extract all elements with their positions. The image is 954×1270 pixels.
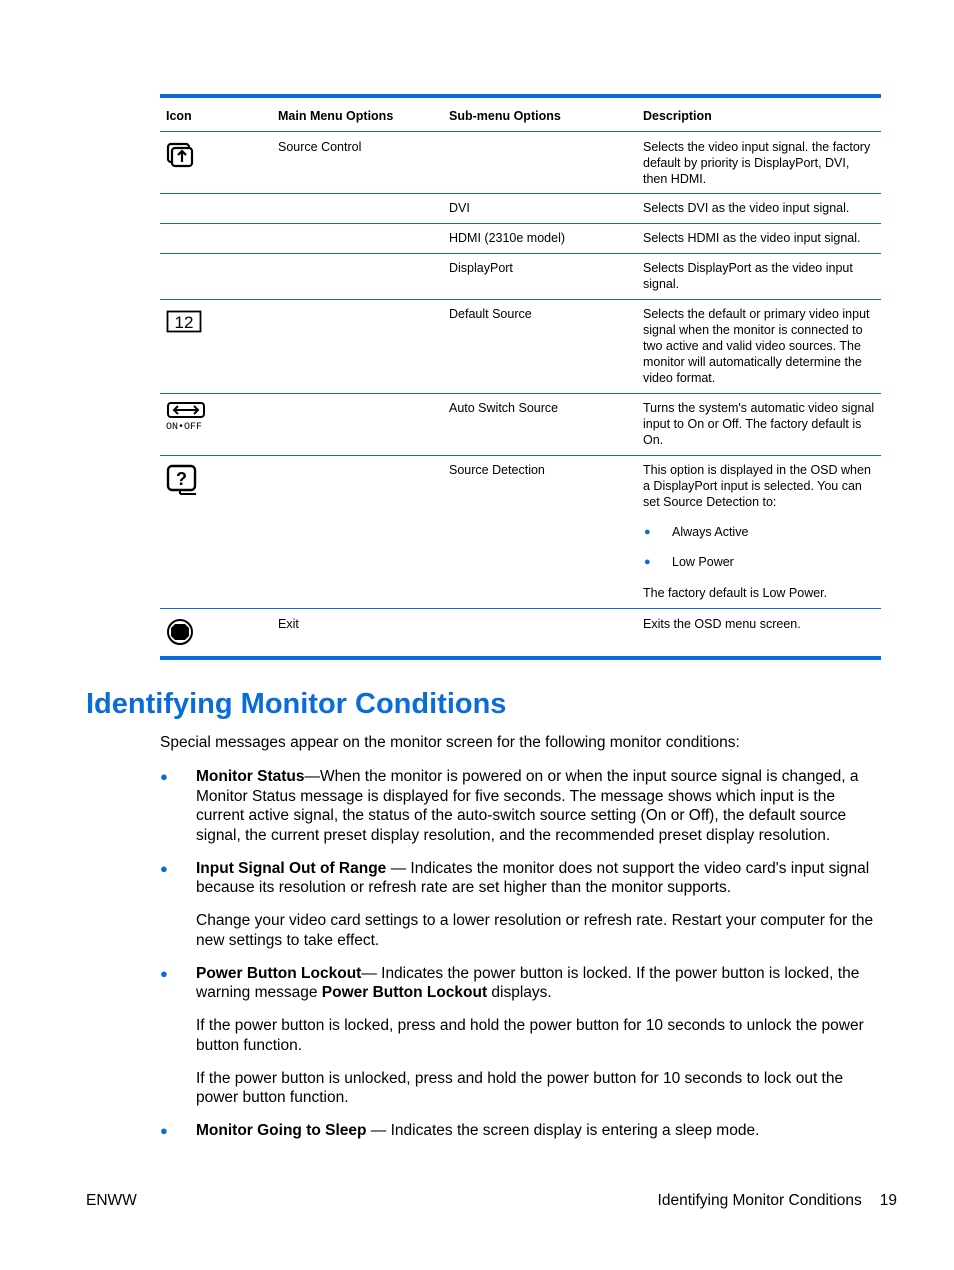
bullet-icon: ● (160, 769, 168, 784)
table-row (160, 456, 881, 609)
term-description: — Indicates the monitor does not support the video card's input signal because its resolution or refresh rate are set higher than the monitor supports. (196, 859, 870, 896)
footer-doc-id: ENWW (86, 1192, 137, 1209)
section-heading: Identifying Monitor Conditions (86, 688, 507, 720)
term: Power Button Lockout (196, 964, 362, 982)
header-icon: Icon (166, 109, 192, 123)
sub-option-hdmi: HDMI (2310e model) (449, 231, 566, 245)
term-description: — Indicates the power button is locked. If the power button is locked, the warning message (196, 964, 860, 1001)
list-item-going-to-sleep (160, 1121, 884, 1141)
term-description: — Indicates the screen display is entering a sleep mode. (366, 1122, 760, 1139)
svg-text:12: 12 (174, 313, 194, 332)
term-inline: Power Button Lockout (321, 984, 488, 1001)
description-text: This option is displayed in the OSD when a DisplayPort input is selected. You can set Source Detection to: (643, 463, 871, 509)
table-row (160, 609, 881, 656)
term: Monitor Status (196, 768, 305, 785)
bullet-icon: ● (160, 965, 168, 981)
header-main-menu: Main Menu Options (278, 109, 394, 123)
bullet-icon: ● (160, 1123, 168, 1138)
note-paragraph: If the power button is locked, press and hold the power button for 10 seconds to unlock the power button function. (196, 1017, 864, 1054)
exit-icon (166, 618, 194, 651)
bullet-text: Always Active (672, 525, 749, 539)
svg-text:ON•OFF: ON•OFF (166, 422, 203, 431)
sub-option-dvi: DVI (449, 201, 470, 215)
source-control-icon (166, 142, 194, 173)
description (643, 462, 875, 601)
table-row (160, 254, 881, 300)
term-description-end: displays. (487, 984, 552, 1001)
term: Monitor Going to Sleep (196, 1122, 367, 1139)
term: Input Signal Out of Range (196, 859, 387, 877)
sub-option-auto-switch: Auto Switch Source (449, 401, 559, 415)
default-source-icon (166, 310, 202, 339)
description: Selects DisplayPort as the video input signal. (643, 261, 853, 291)
table-row (160, 194, 881, 224)
header-sub-menu: Sub-menu Options (449, 109, 561, 123)
description: Selects the video input signal. the factory default by priority is DisplayPort, DVI, then HDMI. (643, 140, 871, 186)
table-row (160, 394, 881, 456)
osd-menu-table (160, 94, 881, 660)
bullet-icon: ● (644, 556, 651, 568)
sub-option-displayport: DisplayPort (449, 261, 513, 275)
footer-section-name: Identifying Monitor Conditions (657, 1192, 862, 1209)
description: Selects the default or primary video input signal when the monitor is connected to two active and valid video sources. The monitor will automatically determine the video format. (643, 307, 870, 385)
note-paragraph: Change your video card settings to a lower resolution or refresh rate. Restart your computer for the new settings to take effect. (196, 912, 874, 949)
description-footer: The factory default is Low Power. (643, 586, 828, 600)
source-detection-icon (166, 464, 200, 501)
table-row (160, 300, 881, 394)
description: Turns the system's automatic video signal input to On or Off. The factory default is On. (643, 401, 875, 447)
description: Selects DVI as the video input signal. (643, 201, 850, 215)
main-option-exit: Exit (278, 617, 299, 631)
footer-page-info (658, 1192, 897, 1210)
list-item (643, 554, 875, 570)
page-number: 19 (879, 1192, 897, 1209)
description: Selects HDMI as the video input signal. (643, 231, 861, 245)
table-row (160, 132, 881, 194)
note-paragraph: If the power button is unlocked, press and hold the power button for 10 seconds to lock out the power button function. (196, 1069, 844, 1106)
sub-option-source-detection: Source Detection (449, 463, 545, 477)
list-item (643, 524, 875, 540)
table-row (160, 224, 881, 254)
list-item-input-signal (160, 859, 884, 951)
list-item-monitor-status (160, 767, 884, 845)
svg-text:?: ? (176, 469, 187, 489)
bullet-text: Low Power (672, 555, 734, 569)
sub-option-default-source: Default Source (449, 307, 532, 321)
main-option-source-control: Source Control (278, 140, 362, 154)
term-description: —When the monitor is powered on or when the input source signal is changed, a Monitor Status message is displayed for five seconds. The message shows which input is the current active signal, the status of the auto-switch source setting (On or Off), the default source signal, the current preset display resolution, and the recommended preset display resolution. (196, 768, 859, 844)
conditions-list (160, 767, 884, 1154)
table-header-row (160, 98, 881, 132)
header-description: Description (643, 109, 712, 123)
auto-switch-icon (166, 401, 208, 436)
bullet-icon: ● (644, 526, 651, 538)
bullet-icon: ● (160, 860, 168, 876)
list-item-power-lockout (160, 964, 884, 1108)
intro-paragraph: Special messages appear on the monitor screen for the following monitor conditions: (160, 734, 740, 751)
description: Exits the OSD menu screen. (643, 617, 801, 631)
